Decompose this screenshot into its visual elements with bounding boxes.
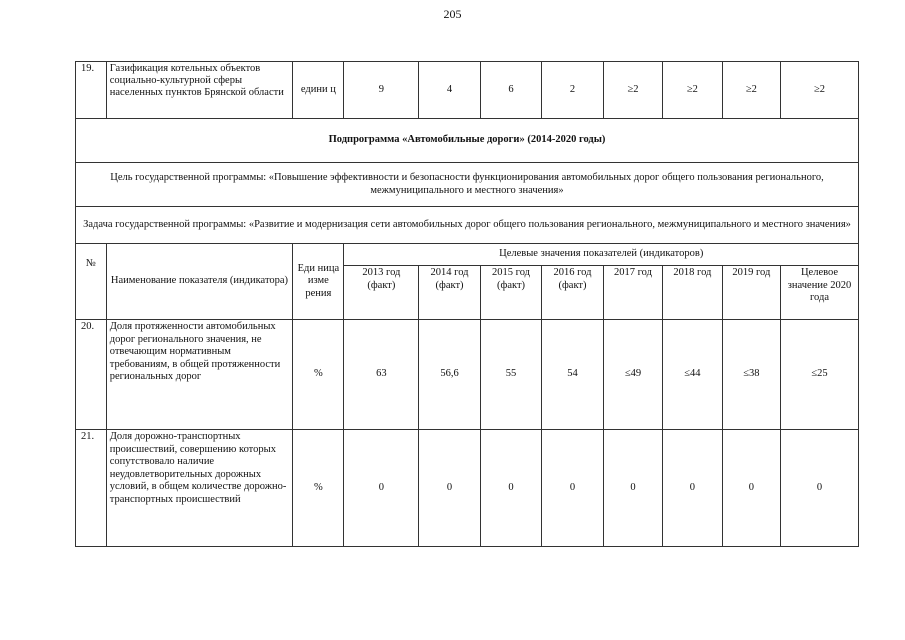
value-2017: ≤49 xyxy=(603,320,662,430)
value-2019: ≤38 xyxy=(722,320,780,430)
indicators-table xyxy=(75,61,859,547)
value-2013: 9 xyxy=(344,62,419,119)
header-target-values: Целевые значения показателей (индикаторов) xyxy=(344,244,859,266)
table-row-21 xyxy=(76,430,859,547)
value-2013: 63 xyxy=(344,320,419,430)
indicator-name: Доля протяженности автомобильных дорог регионального значения, не отвечающим нормативным требованиям, в общей протяженности региональных дорог xyxy=(106,320,293,430)
header-unit: Еди ница изме рения xyxy=(293,244,344,320)
indicator-name: Доля дорожно-транспортных происшествий, совершению которых сопутствовало наличие неудовлетворительных дорожных условий, в общем количестве дорожно-транспортных происшествий xyxy=(106,430,293,547)
subprogram-row xyxy=(76,119,859,163)
value-2018: ≤44 xyxy=(663,320,722,430)
row-number: 20. xyxy=(76,320,107,430)
value-2020: ≤25 xyxy=(781,320,859,430)
value-2016: 2 xyxy=(542,62,603,119)
goal-row xyxy=(76,163,859,207)
header-number: № xyxy=(76,244,107,320)
value-2015: 55 xyxy=(480,320,541,430)
header-year-2017: 2017 год xyxy=(603,266,662,320)
value-2014: 0 xyxy=(419,430,480,547)
header-year-2016: 2016 год (факт) xyxy=(542,266,603,320)
value-2019: 0 xyxy=(722,430,780,547)
row-number: 19. xyxy=(76,62,107,119)
value-2014: 4 xyxy=(419,62,480,119)
header-year-2015: 2015 год (факт) xyxy=(480,266,541,320)
value-2017: ≥2 xyxy=(603,62,662,119)
task-row xyxy=(76,207,859,244)
unit-cell: % xyxy=(293,430,344,547)
value-2016: 0 xyxy=(542,430,603,547)
value-2017: 0 xyxy=(603,430,662,547)
value-2016: 54 xyxy=(542,320,603,430)
value-2014: 56,6 xyxy=(419,320,480,430)
header-year-2020: Целевое значение 2020 года xyxy=(781,266,859,320)
header-year-2018: 2018 год xyxy=(663,266,722,320)
row-number: 21. xyxy=(76,430,107,547)
table-row-20 xyxy=(76,320,859,430)
header-indicator-name: Наименование показателя (индикатора) xyxy=(106,244,293,320)
table-row-19 xyxy=(76,62,859,119)
header-year-2013: 2013 год (факт) xyxy=(344,266,419,320)
value-2019: ≥2 xyxy=(722,62,780,119)
unit-cell: % xyxy=(293,320,344,430)
header-year-2019: 2019 год xyxy=(722,266,780,320)
program-goal: Цель государственной программы: «Повышение эффективности и безопасности функционирования автомобильных дорог общего пользования регионального, межмуниципального и местного значения» xyxy=(76,163,859,207)
value-2020: 0 xyxy=(781,430,859,547)
value-2015: 6 xyxy=(480,62,541,119)
value-2020: ≥2 xyxy=(781,62,859,119)
value-2015: 0 xyxy=(480,430,541,547)
value-2013: 0 xyxy=(344,430,419,547)
indicator-name: Газификация котельных объектов социально-культурной сферы населенных пунктов Брянской области xyxy=(106,62,293,119)
subprogram-title: Подпрограмма «Автомобильные дороги» (2014-2020 годы) xyxy=(76,119,859,163)
unit-cell: едини ц xyxy=(293,62,344,119)
header-row-1 xyxy=(76,244,859,266)
header-year-2014: 2014 год (факт) xyxy=(419,266,480,320)
value-2018: 0 xyxy=(663,430,722,547)
value-2018: ≥2 xyxy=(663,62,722,119)
program-task: Задача государственной программы: «Развитие и модернизация сети автомобильных дорог общего пользования регионального, межмуниципального и местного значения» xyxy=(76,207,859,244)
page-number: 205 xyxy=(443,7,462,21)
